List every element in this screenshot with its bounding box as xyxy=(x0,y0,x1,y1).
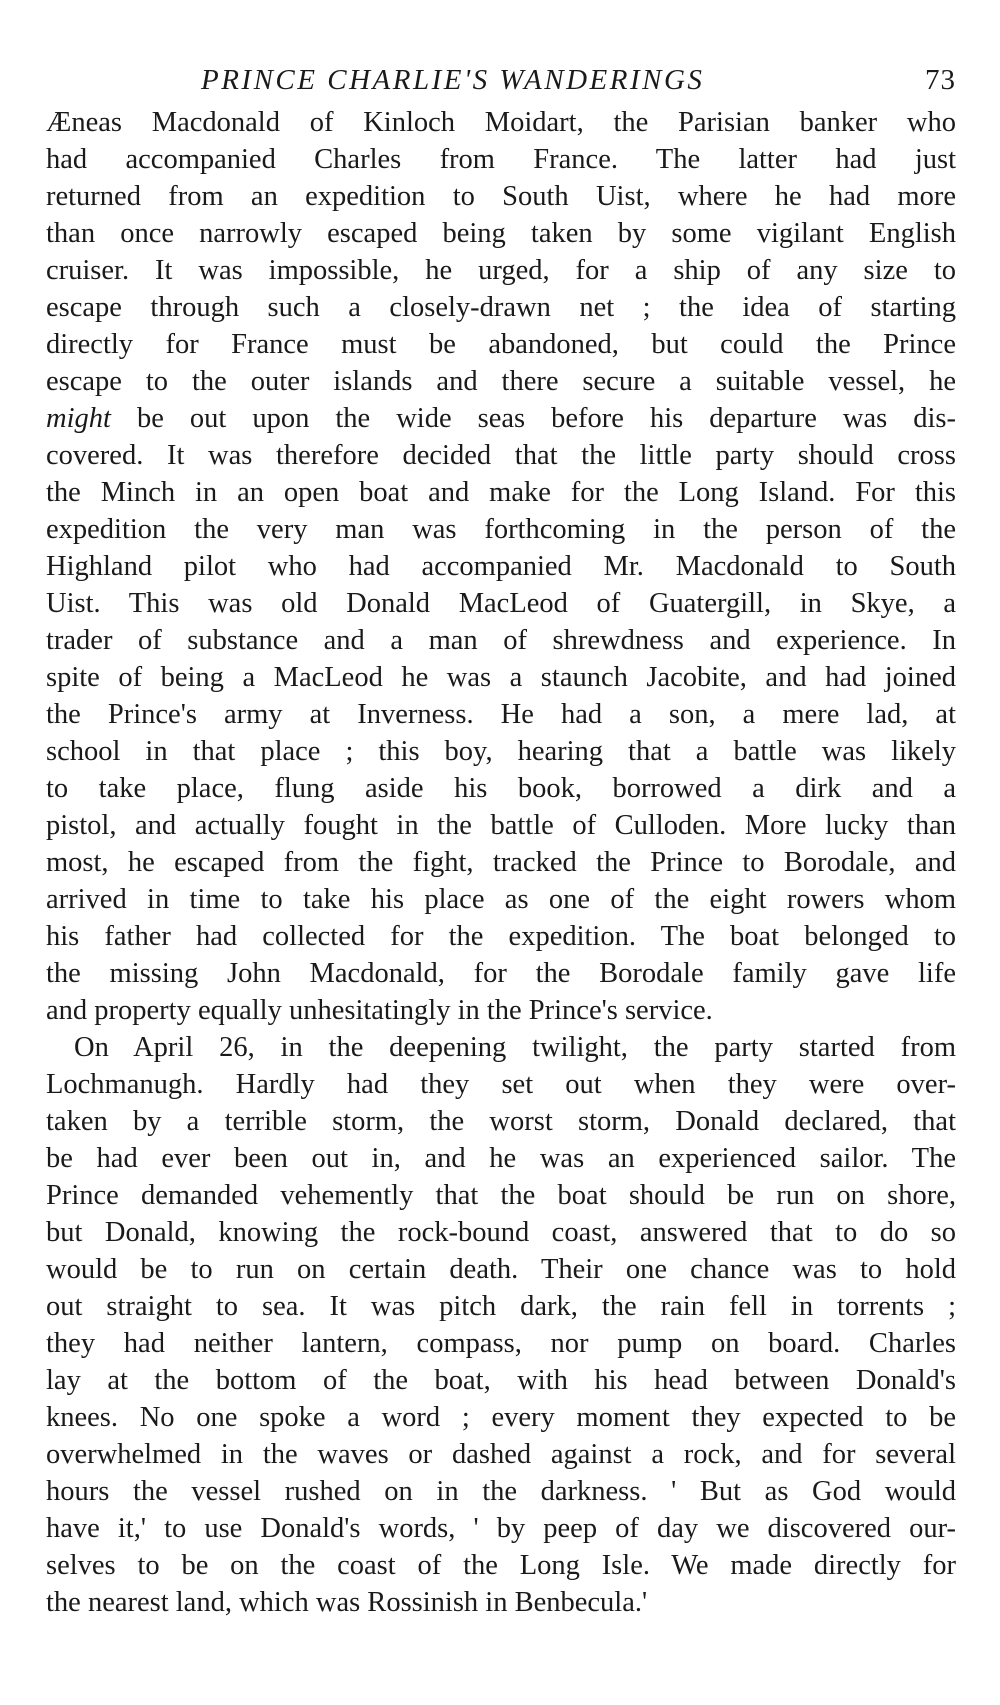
text-line: arrived in time to take his place as one of the eight rowers whom xyxy=(46,884,956,915)
text-line: selves to be on the coast of the Long Isle. We made directly for xyxy=(46,1550,956,1581)
text-line: have it,' to use Donald's words, ' by peep of day we discovered our- xyxy=(46,1513,956,1544)
text-line: directly for France must be abandoned, but could the Prince xyxy=(46,329,956,360)
text-line: Lochmanugh. Hardly had they set out when they were over- xyxy=(46,1069,956,1100)
text-line: trader of substance and a man of shrewdness and experience. In xyxy=(46,625,956,656)
text-line: the nearest land, which was Rossinish in Benbecula.' xyxy=(46,1587,648,1618)
paragraph xyxy=(46,104,956,1029)
text-line: the Prince's army at Inverness. He had a son, a mere lad, at xyxy=(46,699,956,730)
text-line: cruiser. It was impossible, he urged, for a ship of any size to xyxy=(46,255,956,286)
text-line: expedition the very man was forthcoming in the person of the xyxy=(46,514,956,545)
text-line: taken by a terrible storm, the worst storm, Donald declared, that xyxy=(46,1106,956,1137)
paragraph xyxy=(46,1029,956,1621)
book-page xyxy=(46,62,956,1621)
text-line: lay at the bottom of the boat, with his head between Donald's xyxy=(46,1365,956,1396)
text-line: pistol, and actually fought in the battle of Culloden. More lucky than xyxy=(46,810,956,841)
text-line: the Minch in an open boat and make for the Long Island. For this xyxy=(46,477,956,508)
text-line: knees. No one spoke a word ; every moment they expected to be xyxy=(46,1402,956,1433)
text-line: returned from an expedition to South Uist, where he had more xyxy=(46,181,956,212)
text-line: school in that place ; this boy, hearing that a battle was likely xyxy=(46,736,956,767)
running-head xyxy=(46,62,956,98)
text-line-with-italic xyxy=(46,400,956,437)
text-line: but Donald, knowing the rock-bound coast, answered that to do so xyxy=(46,1217,956,1248)
body-text xyxy=(46,104,956,1621)
text-line: escape through such a closely-drawn net ; the idea of starting xyxy=(46,292,956,323)
text-line-rest: be out upon the wide seas before his departure was dis- xyxy=(136,403,956,434)
text-line: Æneas Macdonald of Kinloch Moidart, the Parisian banker who xyxy=(46,107,956,138)
text-line: be had ever been out in, and he was an experienced sailor. The xyxy=(46,1143,956,1174)
text-line: would be to run on certain death. Their one chance was to hold xyxy=(46,1254,956,1285)
text-line: On April 26, in the deepening twilight, the party started from xyxy=(74,1032,956,1063)
text-line: Uist. This was old Donald MacLeod of Guatergill, in Skye, a xyxy=(46,588,956,619)
text-line: than once narrowly escaped being taken by some vigilant English xyxy=(46,218,956,249)
text-line: most, he escaped from the fight, tracked the Prince to Borodale, and xyxy=(46,847,956,878)
text-line: overwhelmed in the waves or dashed against a rock, and for several xyxy=(46,1439,956,1470)
text-line: Highland pilot who had accompanied Mr. Macdonald to South xyxy=(46,551,956,582)
text-line: had accompanied Charles from France. The latter had just xyxy=(46,144,956,175)
running-title: PRINCE CHARLIE'S WANDERINGS xyxy=(201,64,705,96)
text-line: out straight to sea. It was pitch dark, the rain fell in torrents ; xyxy=(46,1291,956,1322)
italic-word: might xyxy=(46,403,111,434)
text-line: spite of being a MacLeod he was a staunch Jacobite, and had joined xyxy=(46,662,956,693)
text-line: to take place, flung aside his book, borrowed a dirk and a xyxy=(46,773,956,804)
text-line: escape to the outer islands and there secure a suitable vessel, he xyxy=(46,366,956,397)
text-line: Prince demanded vehemently that the boat should be run on shore, xyxy=(46,1180,956,1211)
text-line: and property equally unhesitatingly in the Prince's service. xyxy=(46,995,713,1026)
text-line: his father had collected for the expedition. The boat belonged to xyxy=(46,921,956,952)
text-line: hours the vessel rushed on in the darkness. ' But as God would xyxy=(46,1476,956,1507)
text-line: they had neither lantern, compass, nor pump on board. Charles xyxy=(46,1328,956,1359)
text-line: the missing John Macdonald, for the Borodale family gave life xyxy=(46,958,956,989)
text-line: covered. It was therefore decided that the little party should cross xyxy=(46,440,956,471)
page-number: 73 xyxy=(925,64,956,96)
